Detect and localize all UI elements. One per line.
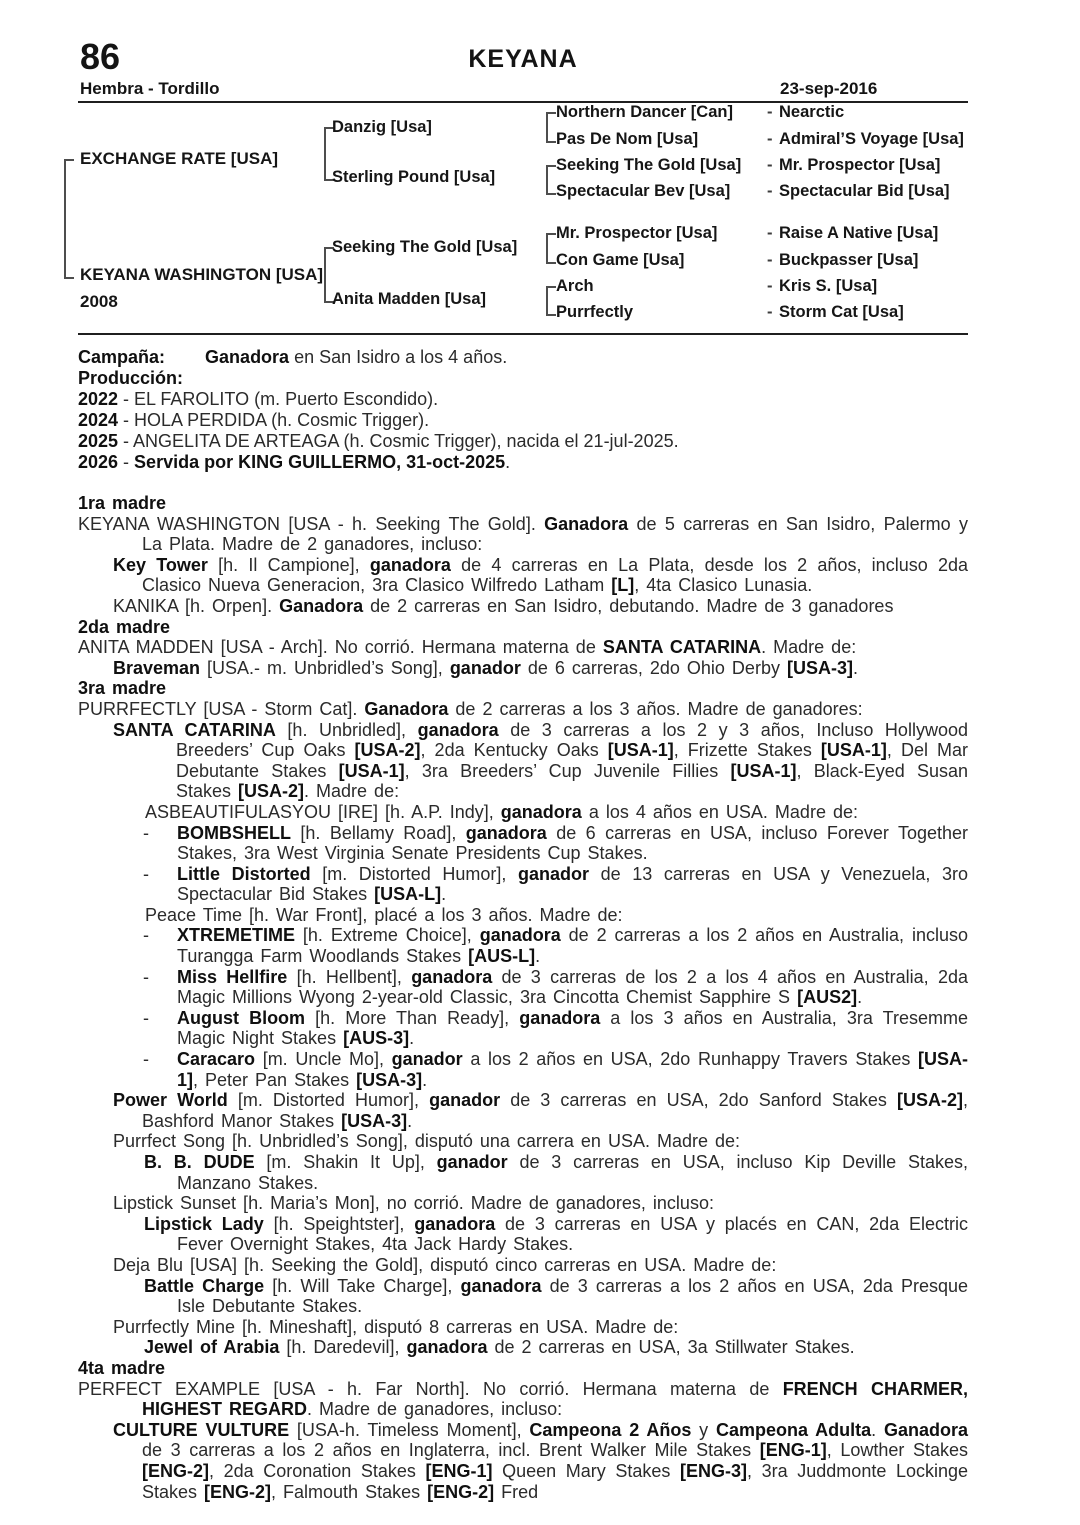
dash-bullet: -: [143, 1049, 149, 1070]
gen4-entry: [767, 130, 964, 148]
gen4-entry: [767, 224, 938, 242]
dam-year: 2008: [80, 292, 118, 311]
pedigree-chart: [78, 103, 968, 333]
gen3-name: Con Game [Usa]: [556, 251, 685, 269]
page-title: KEYANA: [468, 45, 578, 73]
gen4-entry: [767, 303, 904, 321]
dam-line-notes: [78, 493, 968, 1502]
gen3-name: Mr. Prospector [Usa]: [556, 224, 718, 242]
pedigree-bracket: [546, 286, 556, 316]
sex-coat-label: Hembra - Tordillo: [80, 79, 220, 98]
dash-bullet: -: [143, 863, 149, 884]
note-paragraph: Key Tower [h. Il Campione], ganadora de 4 carreras en La Plata, desde los 2 años, incluso 2da Clasico Nueva Generacion, 3ra Clasico Wilfredo Latham [L], 4ta Clasico Lunasia.: [113, 554, 968, 596]
gen3-name: Pas De Nom [Usa]: [556, 130, 699, 148]
pedigree-connector-dash: -: [767, 224, 773, 242]
campaign-line: Producción:: [78, 368, 184, 388]
gen4-entry: [767, 182, 950, 200]
dash-bullet: -: [143, 822, 149, 843]
dash-bullet: -: [143, 966, 149, 987]
section-heading: 4ta madre: [78, 1357, 166, 1378]
note-paragraph: Lipstick Sunset [h. Maria’s Mon], no corrió. Madre de ganadores, incluso:: [113, 1193, 714, 1214]
note-paragraph: CULTURE VULTURE [USA-h. Timeless Moment], Campeona 2 Años y Campeona Adulta. Ganadora de 3 carreras a los 2 años en Inglaterra, incl. Brent Walker Mile Stakes [ENG-1], Lowther Stakes [ENG-2], 2da Coronation Stakes [ENG-1] Queen Mary Stakes [ENG-3], 3ra Juddmonte Lockinge Stakes [ENG-2], Falmouth Stakes [ENG-2] Fred: [113, 1419, 968, 1502]
note-paragraph: Braveman [USA.- m. Unbridled’s Song], ganador de 6 carreras, 2do Ohio Derby [USA-3].: [113, 657, 858, 678]
note-paragraph: KEYANA WASHINGTON [USA - h. Seeking The Gold]. Ganadora de 5 carreras en San Isidro, Palermo y La Plata. Madre de 2 ganadores, incluso:: [78, 513, 968, 555]
sire-name: EXCHANGE RATE [USA]: [80, 149, 279, 168]
dash-list-item: - Caracaro [m. Uncle Mo], ganador a los 2 años en USA, 2do Runhappy Travers Stakes [USA-1], Peter Pan Stakes [USA-3].: [143, 1049, 968, 1090]
gen4-name: Mr. Prospector [Usa]: [779, 156, 941, 174]
campaign-line: 2025 - ANGELITA DE ARTEAGA (h. Cosmic Trigger), nacida el 21-jul-2025.: [78, 431, 679, 451]
dash-bullet: -: [143, 925, 149, 946]
pedigree-connector-dash: -: [767, 130, 773, 148]
note-paragraph: ANITA MADDEN [USA - Arch]. No corrió. Hermana materna de SANTA CATARINA. Madre de:: [78, 637, 857, 658]
pedigree-bracket: [546, 112, 556, 143]
pedigree-connector-dash: -: [767, 303, 773, 321]
note-paragraph: PURRFECTLY [USA - Storm Cat]. Ganadora de 2 carreras a los 3 años. Madre de ganadores:: [78, 698, 863, 719]
gen4-entry: [767, 156, 940, 174]
gen2-name: Sterling Pound [Usa]: [332, 168, 496, 186]
gen4-name: Kris S. [Usa]: [779, 277, 878, 295]
note-paragraph: Power World [m. Distorted Humor], ganador de 3 carreras en USA, 2do Sanford Stakes [USA-2], Bashford Manor Stakes [USA-3].: [113, 1090, 968, 1131]
pedigree-connector-dash: -: [767, 277, 773, 295]
note-paragraph: Jewel of Arabia [h. Daredevil], ganadora de 2 carreras en USA, 3a Stillwater Stakes.: [144, 1337, 855, 1358]
pedigree-connector-dash: -: [767, 182, 773, 200]
note-paragraph: B. B. DUDE [m. Shakin It Up], ganador de 3 carreras en USA, incluso Kip Deville Stakes, Manzano Stakes.: [144, 1152, 968, 1193]
pedigree-connector-dash: -: [767, 156, 773, 174]
gen4-name: Raise A Native [Usa]: [779, 224, 939, 242]
dash-list-item: - Little Distorted [m. Distorted Humor], ganador de 13 carreras en USA y Venezuela, 3ro Spectacular Bid Stakes [USA-L].: [143, 863, 968, 905]
note-paragraph: Lipstick Lady [h. Speightster], ganadora de 3 carreras en USA y placés en CAN, 2da Electric Fever Overnight Stakes, 4ta Jack Hardy Stakes.: [144, 1213, 968, 1255]
gen4-entry: [767, 103, 844, 121]
gen3-name: Spectacular Bev [Usa]: [556, 182, 731, 200]
campaign-line: 2024 - HOLA PERDIDA (h. Cosmic Trigger).: [78, 410, 430, 430]
gen2-name: Anita Madden [Usa]: [332, 290, 487, 308]
note-paragraph: PERFECT EXAMPLE [USA - h. Far North]. No corrió. Hermana materna de FRENCH CHARMER, HIGHEST REGARD. Madre de ganadores, incluso:: [78, 1378, 968, 1420]
gen3-name: Northern Dancer [Can]: [556, 103, 733, 121]
gen3-name: Seeking The Gold [Usa]: [556, 156, 742, 174]
pedigree-connector-dash: -: [767, 251, 773, 269]
campaign-block: [78, 347, 968, 473]
dam-name: KEYANA WASHINGTON [USA]: [80, 265, 324, 284]
gen2-name: Seeking The Gold [Usa]: [332, 238, 518, 256]
dash-bullet: -: [143, 1007, 149, 1028]
campaign-line: 2022 - EL FAROLITO (m. Puerto Escondido).: [78, 389, 439, 409]
note-paragraph: ASBEAUTIFULASYOU [IRE] [h. A.P. Indy], ganadora a los 4 años en USA. Madre de:: [145, 801, 858, 822]
gen4-entry: [767, 277, 877, 295]
gen4-name: Storm Cat [Usa]: [779, 303, 904, 321]
page-number: 86: [80, 36, 121, 77]
pedigree-bracket: [64, 159, 74, 279]
note-paragraph: Purrfect Song [h. Unbridled’s Song], disputó una carrera en USA. Madre de:: [113, 1131, 741, 1152]
campaign-line: Campaña: Ganadora en San Isidro a los 4 años.: [78, 347, 508, 367]
note-paragraph: Deja Blu [USA] [h. Seeking the Gold], disputó cinco carreras en USA. Madre de:: [113, 1254, 777, 1275]
gen2-name: Danzig [Usa]: [332, 118, 432, 136]
pedigree-bracket: [546, 233, 556, 264]
note-paragraph: SANTA CATARINA [h. Unbridled], ganadora de 3 carreras a los 2 y 3 años, Incluso Hollywood Breeders’ Cup Oaks [USA-2], 2da Kentucky Oaks [USA-1], Frizette Stakes [USA-1], Del Mar Debutante Stakes [USA-1], 3ra Breeders’ Cup Juvenile Fillies [USA-1], Black-Eyed Susan Stakes [USA-2]. Madre de:: [113, 719, 968, 802]
header-subrow: [80, 79, 968, 99]
section-heading: 3ra madre: [78, 678, 167, 699]
section-heading: 1ra madre: [78, 493, 167, 513]
gen4-name: Nearctic: [779, 103, 845, 121]
pedigree-bracket: [546, 165, 556, 195]
dash-list-item: - XTREMETIME [h. Extreme Choice], ganadora de 2 carreras a los 2 años en Australia, incluso Turangga Farm Woodlands Stakes [AUS-L].: [143, 925, 968, 967]
note-paragraph: Peace Time [h. War Front], placé a los 3 años. Madre de:: [145, 904, 623, 925]
gen4-name: Admiral’S Voyage [Usa]: [779, 130, 964, 148]
gen4-name: Spectacular Bid [Usa]: [779, 182, 950, 200]
gen3-name: Purrfectly: [556, 303, 634, 321]
foaling-date: 23-sep-2016: [780, 79, 878, 98]
pedigree-rule: [78, 333, 968, 335]
page-header: [78, 0, 968, 101]
dash-list-item: - Miss Hellfire [h. Hellbent], ganadora de 3 carreras de los 2 a los 4 años en Australia, 2da Magic Millions Wyong 2-year-old Classic, 3ra Cincotta Chemist Sapphire S [AUS2].: [143, 966, 968, 1008]
pedigree-connector-dash: -: [767, 103, 773, 121]
gen4-entry: [767, 251, 918, 269]
note-paragraph: Purrfectly Mine [h. Mineshaft], disputó 8 carreras en USA. Madre de:: [113, 1316, 679, 1337]
gen4-name: Buckpasser [Usa]: [779, 251, 919, 269]
note-paragraph: KANIKA [h. Orpen]. Ganadora de 2 carreras en San Isidro, debutando. Madre de 3 ganadores: [113, 595, 894, 616]
campaign-line: 2026 - Servida por KING GUILLERMO, 31-oct-2025.: [78, 452, 511, 472]
note-paragraph: Battle Charge [h. Will Take Charge], ganadora de 3 carreras a los 2 años en USA, 2da Presque Isle Debutante Stakes.: [144, 1275, 969, 1317]
gen3-name: Arch: [556, 277, 594, 295]
dash-list-item: - August Bloom [h. More Than Ready], ganadora a los 3 años en Australia, 3ra Tresemme Magic Night Stakes [AUS-3].: [143, 1007, 968, 1049]
dash-list-item: - BOMBSHELL [h. Bellamy Road], ganadora de 6 carreras en USA, incluso Forever Together Stakes, 3ra West Virginia Senate Presidents Cup Stakes.: [143, 822, 968, 864]
section-heading: 2da madre: [78, 616, 171, 637]
